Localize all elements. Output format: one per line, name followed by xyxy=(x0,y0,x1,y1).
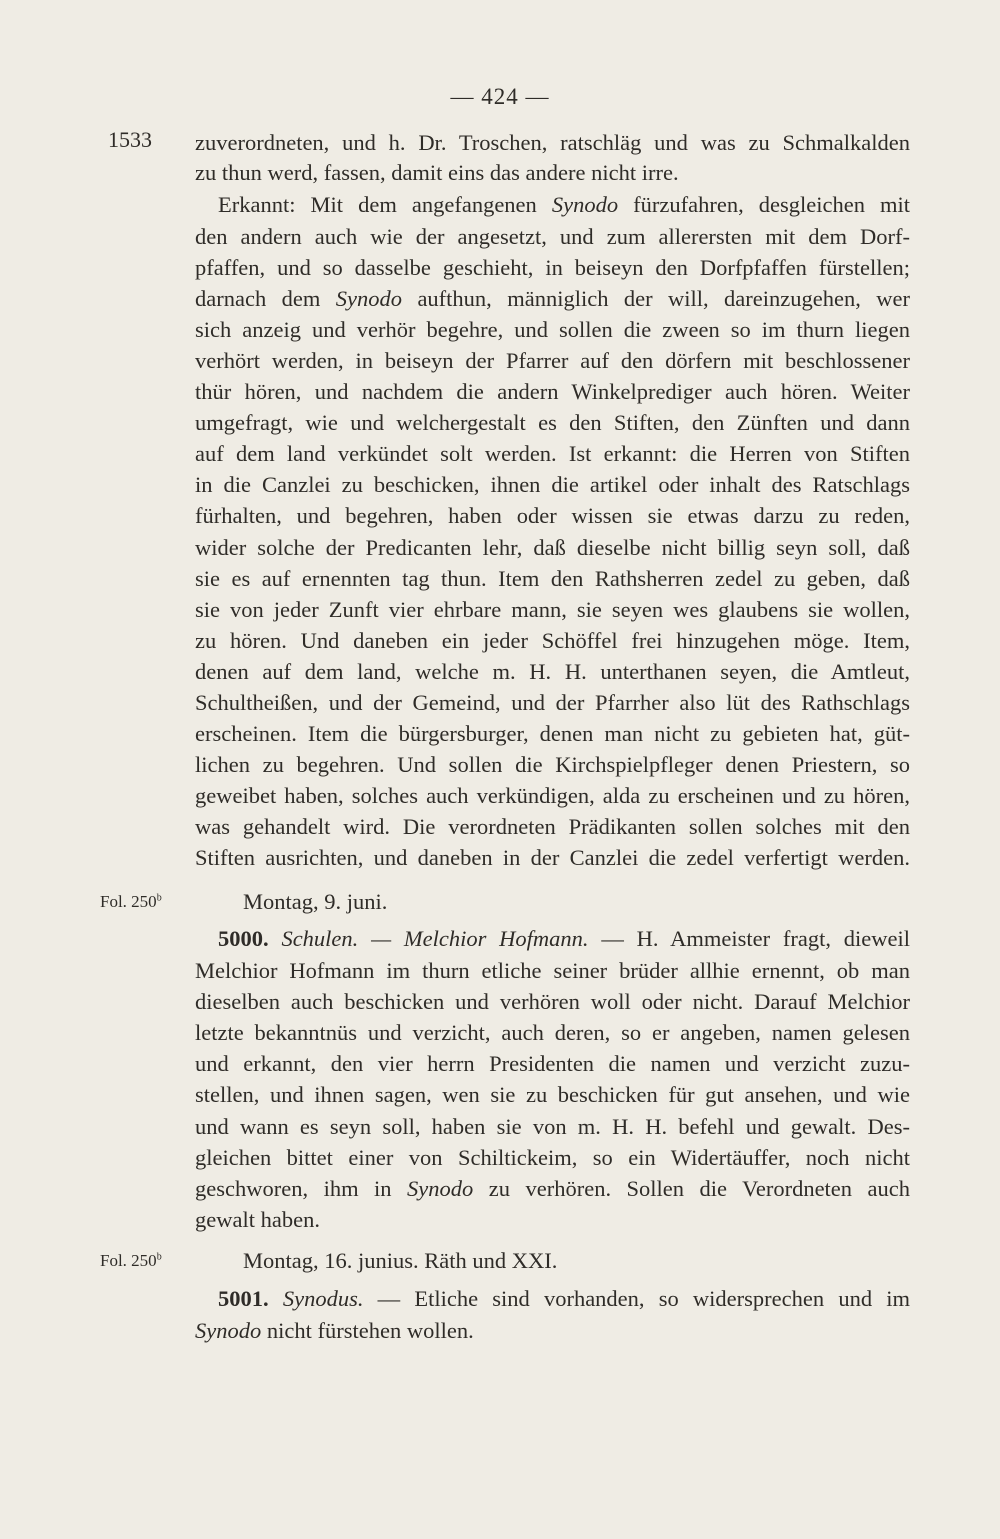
text-line: wider solche der Predicanten lehr, daß dieselbe nicht billig seyn soll, daß xyxy=(195,535,910,560)
text-line: und erkannt, den vier herrn Presidenten die namen und verzicht zuzu- xyxy=(195,1051,910,1076)
page-number: — 424 — xyxy=(450,84,550,109)
date-heading: Montag, 9. juni. xyxy=(243,889,388,914)
text-span: nicht fürstehen wollen. xyxy=(261,1318,474,1343)
italic-term: Synodo xyxy=(195,1318,262,1343)
text-line: sie es auf ernennten tag thun. Item den Rathsherren zedel zu geben, daß xyxy=(195,566,910,591)
text-span: darnach dem xyxy=(195,286,336,311)
text-line: zuverordneten, und h. Dr. Troschen, ratschläg und was zu Schmalkalden xyxy=(195,130,910,155)
text-line: was gehandelt wird. Die verordneten Prädikanten sollen solches mit den xyxy=(195,814,910,839)
text-line: geweibet haben, solches auch verkündigen, alda zu erscheinen und zu hören, xyxy=(195,783,910,808)
text-line: gewalt haben. xyxy=(195,1207,320,1232)
folio-sup: b xyxy=(156,892,162,904)
text-span: zu verhören. Sollen die Verordneten auch xyxy=(473,1176,910,1201)
text-line xyxy=(195,1176,910,1204)
text-span: — H. Ammeister fragt, dieweil xyxy=(588,926,911,951)
text-span: Erkannt: Mit dem angefangenen xyxy=(218,192,552,217)
margin-year: 1533 xyxy=(108,127,152,152)
italic-term: Synodo xyxy=(407,1176,474,1201)
text-span: geschworen, ihm in xyxy=(195,1176,408,1201)
folio-sup: b xyxy=(156,1251,162,1263)
text-line: erscheinen. Item die bürgersburger, denen man nicht zu gebieten hat, güt- xyxy=(195,721,910,746)
entry-number: 5001. xyxy=(218,1286,269,1311)
text-line: stellen, und ihnen sagen, wen sie zu beschicken für gut ansehen, und wie xyxy=(195,1082,910,1107)
folio-label: Fol. 250 xyxy=(100,1251,157,1270)
entry-title: Synodus. xyxy=(282,1286,364,1311)
entry-title: Schulen. — Melchior Hofmann. xyxy=(281,926,589,951)
text-line: Stiften ausrichten, und daneben in der Canzlei die zedel verfertigt werden. xyxy=(195,845,910,870)
text-line: thür hören, und nachdem die andern Winkelprediger auch hören. Weiter xyxy=(195,379,910,404)
entry-5000-line xyxy=(218,926,910,954)
text-line: und wann es seyn soll, haben sie von m. H. H. befehl und gewalt. Des- xyxy=(195,1114,910,1139)
text-line: gleichen bittet einer von Schiltickeim, so ein Widertäuffer, noch nicht xyxy=(195,1145,910,1170)
text-line: den andern auch wie der angesetzt, und zum allerersten mit dem Dorf- xyxy=(195,224,910,249)
text-line: fürhalten, und begehren, haben oder wissen sie etwas darzu zu reden, xyxy=(195,503,910,528)
italic-term: Synodo xyxy=(335,286,403,311)
text-line: lichen zu begehren. Und sollen die Kirchspielpfleger denen Priestern, so xyxy=(195,752,910,777)
text-line: auf dem land verkündet solt werden. Ist erkannt: die Herren von Stiften xyxy=(195,441,910,466)
text-line: Schultheißen, und der Gemeind, und der Pfarrher also lüt des Rathschlags xyxy=(195,690,910,715)
date-heading: Montag, 16. junius. Räth und XXI. xyxy=(243,1248,558,1273)
text-line: pfaffen, und so dasselbe geschieht, in beiseyn den Dorfpfaffen fürstellen; xyxy=(195,255,910,280)
margin-folio-2 xyxy=(100,1250,162,1272)
margin-folio-1 xyxy=(100,891,162,913)
italic-term: Synodo xyxy=(551,192,619,217)
text-span: aufthun, männiglich der will, dareinzugehen, wer xyxy=(402,286,910,311)
text-line: Melchior Hofmann im thurn etliche seiner brüder allhie ernennt, ob man xyxy=(195,958,910,983)
text-line xyxy=(195,1318,910,1346)
entry-number: 5000. xyxy=(218,926,269,951)
text-span: fürzufahren, desgleichen mit xyxy=(618,192,910,217)
text-line xyxy=(218,192,910,220)
text-line: letzte bekanntnüs und verzicht, auch deren, so er angeben, namen gelesen xyxy=(195,1020,910,1045)
text-line: umgefragt, wie und welchergestalt es den Stiften, den Zünften und dann xyxy=(195,410,910,435)
text-line xyxy=(195,286,910,314)
text-span: — Etliche sind vorhanden, so widersprechen und im xyxy=(363,1286,911,1311)
text-line: zu thun werd, fassen, damit eins das andere nicht irre. xyxy=(195,160,679,185)
folio-label: Fol. 250 xyxy=(100,892,157,911)
text-line: zu hören. Und daneben ein jeder Schöffel frei hinzugehen möge. Item, xyxy=(195,628,910,653)
text-line: denen auf dem land, welche m. H. H. unterthanen seyen, die Amtleut, xyxy=(195,659,910,684)
text-line: in die Canzlei zu beschicken, ihnen die artikel oder inhalt des Ratschlags xyxy=(195,472,910,497)
text-line: sie von jeder Zunft vier ehrbare mann, sie seyen wes glaubens sie wollen, xyxy=(195,597,910,622)
text-line: verhört werden, in beiseyn der Pfarrer auf den dörfern mit beschlossener xyxy=(195,348,910,373)
text-line: sich anzeig und verhör begehre, und sollen die zween so im thurn liegen xyxy=(195,317,910,342)
text-line: dieselben auch beschicken und verhören woll oder nicht. Darauf Melchior xyxy=(195,989,910,1014)
entry-5001-line xyxy=(218,1286,910,1314)
